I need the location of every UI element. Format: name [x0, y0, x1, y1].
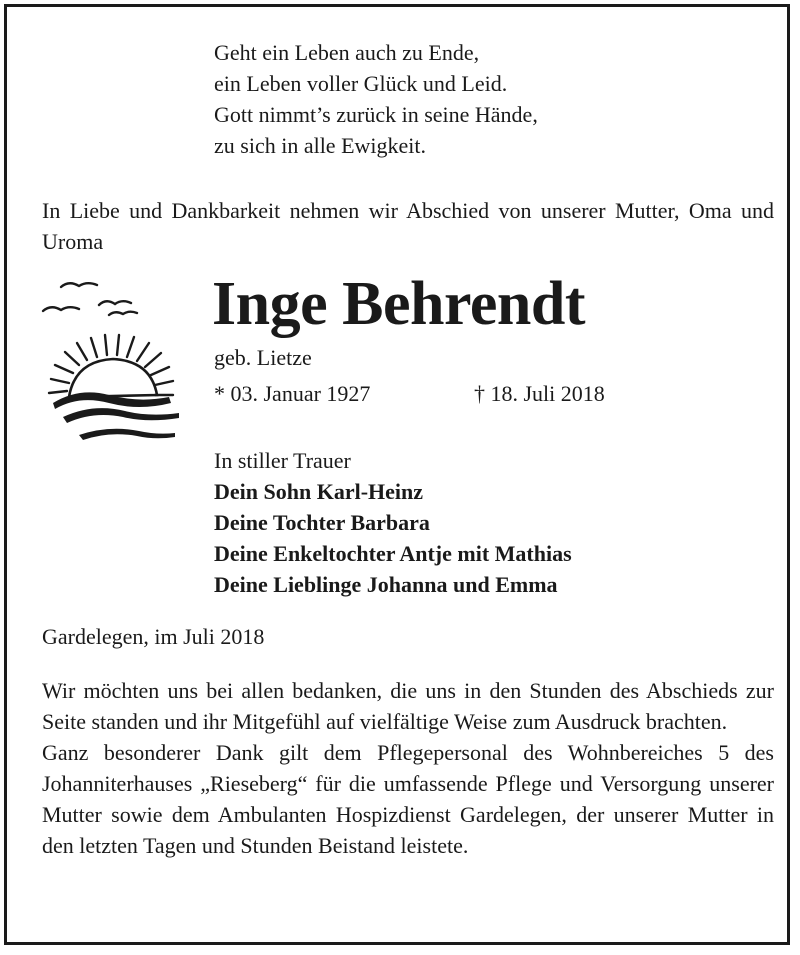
obituary-notice: [4, 4, 790, 945]
place-and-date: Gardelegen, im Juli 2018: [42, 624, 265, 649]
poem-line: Gott nimmt’s zurück in seine Hände,: [214, 102, 538, 127]
mourners-list: [214, 445, 572, 600]
thanks-paragraph: Ganz besonderer Dank gilt dem Pflegepersonal des Wohnbereiches 5 des Johanniterhauses „Rieseberg“ für die umfassende Pflege und Versorgung unserer Mutter sowie dem Ambulanten Hospizdienst Gardelegen, der unserer Mutter in den letzten Tagen und Stunden Beistand leistete.: [42, 740, 774, 858]
mourner-line: Deine Enkeltochter Antje mit Mathias: [214, 541, 572, 566]
mourner-line: Deine Lieblinge Johanna und Emma: [214, 572, 558, 597]
thanks-paragraph: Wir möchten uns bei allen bedanken, die uns in den Stunden des Abschieds zur Seite standen und ihr Mitgefühl auf vielfältige Weise zum Ausdruck brachten.: [42, 678, 774, 734]
death-date: † 18. Juli 2018: [474, 381, 605, 406]
sunset-birds-icon: [39, 275, 199, 455]
mourner-line: Deine Tochter Barbara: [214, 510, 430, 535]
memorial-poem: [214, 37, 538, 161]
poem-line: zu sich in alle Ewigkeit.: [214, 133, 426, 158]
maiden-name: geb. Lietze: [214, 345, 312, 370]
mourner-line: Dein Sohn Karl-Heinz: [214, 479, 424, 504]
life-dates: [214, 379, 654, 409]
farewell-intro: In Liebe und Dankbarkeit nehmen wir Abschied von unserer Mutter, Oma und Uroma: [42, 198, 774, 254]
deceased-name: Inge Behrendt: [212, 270, 586, 338]
poem-line: Geht ein Leben auch zu Ende,: [214, 40, 480, 65]
birth-date: * 03. Januar 1927: [214, 381, 371, 406]
mourning-heading: In stiller Trauer: [214, 448, 351, 473]
acknowledgement: [42, 675, 774, 861]
poem-line: ein Leben voller Glück und Leid.: [214, 71, 508, 96]
